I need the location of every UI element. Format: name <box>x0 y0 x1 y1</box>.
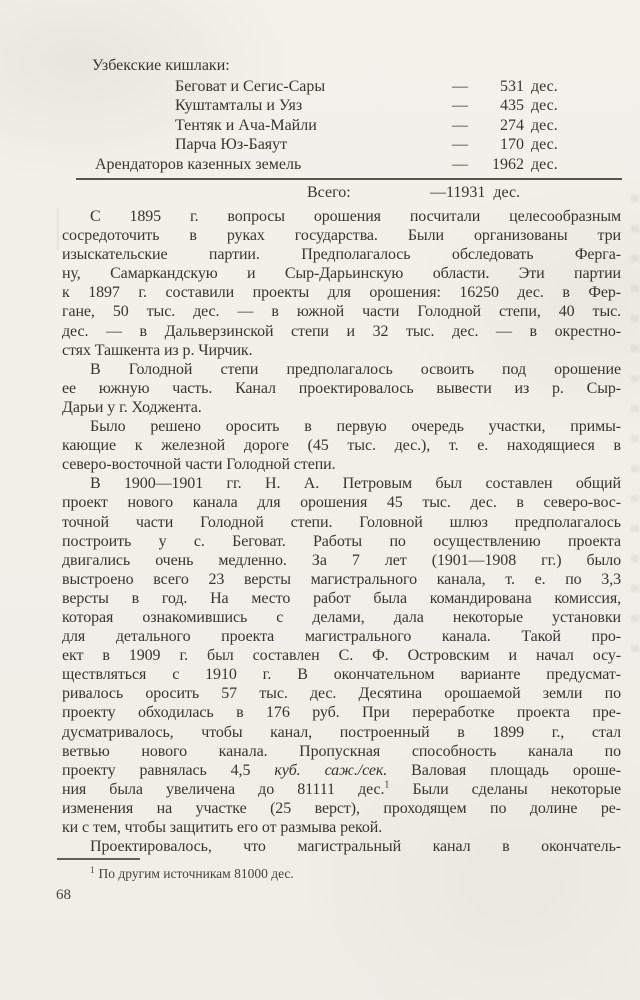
text-run: Проектировалось, что магистральный канал в окончатель- <box>90 838 621 856</box>
text-line <box>62 570 621 589</box>
body-text <box>62 207 621 856</box>
text-run: Дарьи у г. Ходжента. <box>62 398 202 416</box>
table-rows <box>62 77 622 174</box>
row-num: 435 <box>500 97 524 115</box>
text-run: ект в 1909 г. был составлен С. Ф. Островским и начал осу- <box>62 647 621 665</box>
text-run: стях Ташкента из р. Чирчик. <box>62 341 253 359</box>
footnote-text: По другим источникам 81000 дес. <box>98 866 294 881</box>
row-value <box>452 96 558 115</box>
text-run: Валовая площадь ороше- <box>387 761 621 779</box>
total-amount: —11931 <box>430 183 486 201</box>
table-header: Узбекские кишлаки: <box>92 57 230 74</box>
text-run: Были сделаны некоторые <box>389 780 621 798</box>
text-run: двигались очень медленно. За 7 лет (1901—1908 гг.) было <box>62 551 621 569</box>
text-line <box>62 341 621 360</box>
row-unit: дес. <box>531 155 558 173</box>
text-line <box>62 322 621 341</box>
total-value <box>430 180 520 206</box>
row-num: 274 <box>500 116 524 134</box>
row-label: Беговат и Сегис-Сары <box>175 78 326 95</box>
text-run: изменения на участке (25 верст), проходящем по долине ре- <box>62 799 621 817</box>
row-label: Тентяк и Ача-Майли <box>175 116 317 134</box>
row-value <box>452 135 558 154</box>
text-line <box>62 207 621 226</box>
row-value <box>452 116 558 135</box>
text-run: кающие к железной дороге (45 тыс. дес.), т. е. находящиеся в <box>62 437 621 455</box>
table-row <box>62 77 622 96</box>
text-run: к 1897 г. составили проекты для орошения: 16250 дес. в Фер- <box>62 284 621 302</box>
row-dash: — <box>452 116 468 134</box>
text-run: С 1895 г. вопросы орошения посчитали целесообразным <box>90 208 621 225</box>
table-row <box>62 135 622 154</box>
text-line <box>62 283 621 302</box>
table-row <box>62 96 622 115</box>
row-unit: дес. <box>531 97 558 115</box>
text-line <box>62 589 621 608</box>
text-run: ветвью нового канала. Пропускная способность канала по <box>62 742 621 760</box>
table-row <box>62 155 622 174</box>
footnote-separator <box>57 858 140 860</box>
text-run: сосредоточить в руках государства. Были организованы три <box>62 227 621 245</box>
text-run: Было решено оросить в первую очередь участки, примы- <box>90 418 621 436</box>
total-unit: дес. <box>493 183 521 201</box>
text-run: дусматривалось, чтобы канал, построенный в 1899 г., стал <box>62 723 621 741</box>
row-num: 170 <box>500 136 524 154</box>
row-num: 1962 <box>492 155 524 173</box>
table-total-row <box>62 180 622 206</box>
text-line <box>62 360 621 379</box>
text-line <box>62 646 621 665</box>
row-dash: — <box>452 155 468 173</box>
text-run: В Голодной степи предполагалось освоить под орошение <box>90 360 621 378</box>
text-line <box>62 417 621 436</box>
text-run: выстроено всего 23 версты магистрального канала, т. е. по 3,3 <box>62 570 621 588</box>
text-run: ривалось оросить 57 тыс. дес. Десятина орошаемой земли по <box>62 685 621 703</box>
text-run: версты в год. На место работ была командирована комиссия, <box>62 589 621 607</box>
text-line <box>62 302 621 321</box>
row-unit: дес. <box>531 136 558 154</box>
total-label: Всего: <box>307 183 351 201</box>
row-label: Парча Юз-Баяут <box>175 136 288 154</box>
text-line <box>62 703 621 722</box>
text-line <box>62 455 621 474</box>
land-allotment-table <box>62 55 622 206</box>
text-run: северо-восточной части Голодной степи. <box>62 456 336 474</box>
text-run: ее южную часть. Канал проектировалось вывести из р. Сыр- <box>62 379 621 397</box>
text-run: ния была увеличена до 81111 дес. <box>62 780 385 798</box>
text-run: проект нового канала для орошения 45 тыс. дес. в северо-вос- <box>62 494 621 512</box>
text-run: дес. — в Дальверзинской степи и 32 тыс. дес. — в окрестно- <box>62 322 621 340</box>
text-line <box>62 264 621 283</box>
footnote-reference: 1 <box>384 779 390 791</box>
text-line <box>62 799 621 818</box>
text-line <box>62 551 621 570</box>
row-label: Арендаторов казенных земель <box>95 155 302 173</box>
text-run: ки с тем, чтобы защитить его от размыва рекой. <box>62 819 383 836</box>
text-line <box>62 474 621 493</box>
text-line <box>62 780 621 799</box>
text-run: проекту равнялась 4,5 <box>62 761 275 779</box>
text-line <box>62 837 621 856</box>
text-line <box>62 723 621 742</box>
text-run: гане, 50 тыс. дес. — в южной части Голодной степи, 40 тыс. <box>62 303 621 321</box>
row-dash: — <box>452 136 468 154</box>
text-run: изыскательские партии. Предполагалось обследовать Ферга- <box>62 246 621 264</box>
page-number: 68 <box>56 887 71 903</box>
text-line <box>62 532 621 551</box>
scan-crease-artifact <box>57 208 59 250</box>
paragraph <box>62 360 621 417</box>
scan-edge-artifact <box>631 195 639 655</box>
text-line <box>62 245 621 264</box>
text-line <box>62 818 621 837</box>
paragraph <box>62 837 621 856</box>
row-dash: — <box>452 78 468 95</box>
text-run: точной части Голодной степи. Головной шлюз предполагалось <box>62 513 621 531</box>
footnote-marker: 1 <box>90 864 95 875</box>
row-label: Куштамталы и Уяз <box>175 97 303 115</box>
row-dash: — <box>452 97 468 115</box>
text-line <box>62 436 621 455</box>
text-run: построить у с. Беговат. Работы по осуществлению проекта <box>62 532 621 550</box>
paragraph <box>62 474 621 837</box>
text-line <box>62 493 621 512</box>
row-num: 531 <box>500 78 524 95</box>
text-line <box>62 398 621 417</box>
text-line <box>62 226 621 245</box>
row-unit: дес. <box>531 78 558 95</box>
text-line <box>62 665 621 684</box>
text-line <box>62 742 621 761</box>
text-line <box>62 627 621 646</box>
text-run: куб. саж./сек. <box>274 761 388 779</box>
text-line <box>62 761 621 780</box>
text-run: проекту обходилась в 176 руб. При переработке проекта пре- <box>62 704 621 722</box>
text-run: для детального проекта магистрального канала. Такой про- <box>62 628 621 646</box>
row-value <box>452 155 558 174</box>
text-run: ну, Самаркандскую и Сыр-Дарьинскую области. Эти партии <box>62 265 621 283</box>
text-run: которая ознакомившись с делами, дала некоторые установки <box>62 608 621 626</box>
text-line <box>62 684 621 703</box>
table-row <box>62 116 622 135</box>
text-run: ществляться с 1910 г. В окончательном варианте предусмат- <box>62 666 621 684</box>
text-line <box>62 513 621 532</box>
paragraph <box>62 207 621 360</box>
text-line <box>62 608 621 627</box>
text-run: В 1900—1901 гг. Н. А. Петровым был составлен общий <box>90 475 621 493</box>
row-value <box>452 77 558 96</box>
paragraph <box>62 417 621 474</box>
text-line <box>62 379 621 398</box>
row-unit: дес. <box>531 116 558 134</box>
footnote <box>62 866 610 882</box>
